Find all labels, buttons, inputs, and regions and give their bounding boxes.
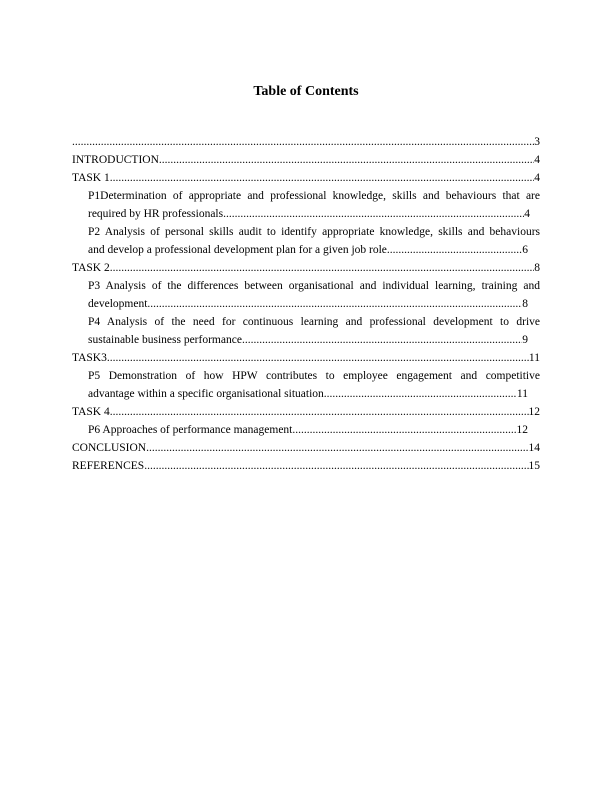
toc-entry-text: CONCLUSION: [72, 442, 147, 454]
dot-leader: [292, 421, 516, 439]
toc-entry-introduction[interactable]: [72, 151, 540, 169]
toc-entry-p2[interactable]: [72, 223, 540, 259]
toc-entry-task-2[interactable]: [72, 259, 540, 277]
toc-page-number: 3: [534, 136, 540, 148]
toc-entry-text-line1: P3 Analysis of the differences between organisational and individual learning, training and: [88, 280, 540, 292]
toc-entry-text-line1: P4 Analysis of the need for continuous learning and professional development to drive: [88, 316, 540, 328]
toc-entry-text-line2: sustainable business performance: [88, 334, 242, 346]
toc-page-number: 14: [528, 442, 540, 454]
dot-leader: [324, 385, 517, 403]
toc-entry-references[interactable]: [72, 457, 540, 475]
dot-leader: [144, 457, 528, 475]
toc-page-number: 11: [528, 352, 540, 364]
toc-entry-text: TASK 2: [72, 262, 110, 274]
toc-entry-p1[interactable]: [72, 187, 540, 223]
table-of-contents: [72, 133, 540, 475]
dot-leader: [387, 241, 522, 259]
toc-entry-task-3[interactable]: [72, 349, 540, 367]
toc-page-number: 12: [516, 424, 528, 436]
toc-page-number: 11: [516, 388, 528, 400]
dot-leader: [159, 151, 534, 169]
toc-page-number: 4: [534, 154, 540, 166]
dot-leader: [146, 439, 528, 457]
toc-entry-text-line2: advantage within a specific organisational situation: [88, 388, 324, 400]
dot-leader: [147, 295, 522, 313]
toc-entry-text-line1: P1Determination of appropriate and professional knowledge, skills and behaviours that are: [88, 190, 540, 202]
toc-page-number: 8: [534, 262, 540, 274]
toc-entry-text-line2: and develop a professional development plan for a given job role: [88, 244, 387, 256]
toc-page-number: 15: [528, 460, 540, 472]
toc-entry-conclusion[interactable]: [72, 439, 540, 457]
toc-page-number: 8: [522, 298, 528, 310]
dot-leader: [223, 205, 524, 223]
toc-entry-text-line2: required by HR professionals: [88, 208, 224, 220]
dot-leader: [72, 133, 534, 151]
toc-entry-text-line1: P2 Analysis of personal skills audit to identify appropriate knowledge, skills and behaviours: [88, 226, 540, 238]
toc-page-number: 4: [534, 172, 540, 184]
toc-entry-text: TASK 1: [72, 172, 110, 184]
toc-entry-task-4[interactable]: [72, 403, 540, 421]
toc-entry-untitled[interactable]: [72, 133, 540, 151]
toc-entry-text-line1: P5 Demonstration of how HPW contributes to employee engagement and competitive: [88, 370, 540, 382]
toc-entry-text: INTRODUCTION: [72, 154, 159, 166]
toc-page-number: 4: [524, 208, 530, 220]
toc-page-number: 12: [528, 406, 540, 418]
toc-entry-text: TASK 4: [72, 406, 110, 418]
toc-entry-p3[interactable]: [72, 277, 540, 313]
toc-entry-p5[interactable]: [72, 367, 540, 403]
toc-page-number: 9: [522, 334, 528, 346]
toc-entry-p4[interactable]: [72, 313, 540, 349]
page-title: Table of Contents: [253, 84, 359, 99]
dot-leader: [110, 259, 535, 277]
dot-leader: [242, 331, 522, 349]
dot-leader: [110, 169, 535, 187]
toc-entry-text: REFERENCES: [72, 460, 145, 472]
dot-leader: [110, 403, 529, 421]
toc-entry-task-1[interactable]: [72, 169, 540, 187]
toc-entry-p6[interactable]: [72, 421, 528, 439]
toc-entry-text: P6 Approaches of performance management: [88, 424, 293, 436]
dot-leader: [107, 349, 529, 367]
toc-entry-text: TASK3: [72, 352, 107, 364]
toc-entry-text-line2: development: [88, 298, 148, 310]
toc-page-number: 6: [522, 244, 528, 256]
